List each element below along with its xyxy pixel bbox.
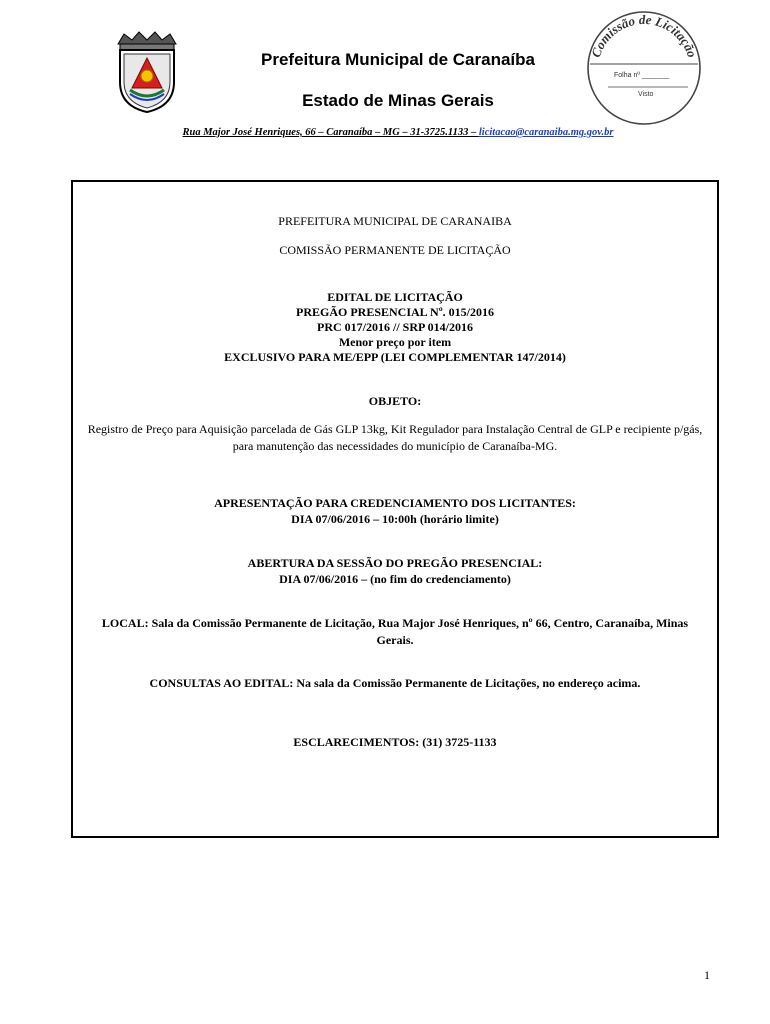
header-subtitle: Estado de Minas Gerais [302, 91, 494, 110]
page-number: 1 [704, 968, 710, 982]
pregao-number: PREGÃO PRESENCIAL Nº. 015/2016 [296, 305, 494, 319]
org-line-1: PREFEITURA MUNICIPAL DE CARANAIBA [278, 214, 512, 228]
header-title: Prefeitura Municipal de Caranaíba [261, 50, 535, 69]
objeto-text: Registro de Preço para Aquisição parcelada de Gás GLP 13kg, Kit Regulador para Instalação Central de GLP e recipiente p/gás, para manutenção das necessidades do município de Caranaíba-MG. [87, 422, 703, 453]
exclusivity-line: EXCLUSIVO PARA ME/EPP (LEI COMPLEMENTAR 147/2014) [224, 350, 566, 364]
org-line-2: COMISSÃO PERMANENTE DE LICITAÇÃO [279, 243, 511, 257]
stamp-folha-label: Folha nº _______ [614, 72, 670, 79]
local-text: LOCAL: Sala da Comissão Permanente de Licitação, Rua Major José Henriques, nº 66, Centro, Caranaíba, Minas Gerais. [101, 616, 689, 647]
esclarecimentos-text: ESCLARECIMENTOS: (31) 3725-1133 [293, 735, 497, 749]
header-address [0, 127, 770, 138]
email-link[interactable]: licitacao@caranaiba.mg.gov.br [478, 127, 614, 138]
prc-srp-number: PRC 017/2016 // SRP 014/2016 [316, 320, 473, 334]
svg-text:Comissão de Licitação [588, 12, 700, 60]
edital-title: EDITAL DE LICITAÇÃO [327, 290, 463, 304]
abertura-title: ABERTURA DA SESSÃO DO PREGÃO PRESENCIAL: [247, 556, 543, 570]
consultas-text: CONSULTAS AO EDITAL: Na sala da Comissão Permanente de Licitações, no endereço acima. [149, 676, 641, 690]
apresentacao-date: DIA 07/06/2016 – 10:00h (horário limite) [291, 512, 499, 526]
criterion-line: Menor preço por item [338, 335, 452, 349]
stamp-visto-label: Visto [638, 91, 654, 98]
objeto-heading: OBJETO: [368, 394, 422, 408]
commission-stamp [584, 6, 704, 126]
abertura-date: DIA 07/06/2016 – (no fim do credenciamento) [279, 572, 511, 586]
apresentacao-title: APRESENTAÇÃO PARA CREDENCIAMENTO DOS LICITANTES: [214, 496, 576, 510]
address-text: Rua Major José Henriques, 66 – Caranaíba – MG – 31-3725.1133 – [182, 127, 479, 138]
stamp-arc-text: Comissão de Licitação [588, 11, 700, 60]
edital-cover-box [71, 180, 719, 838]
